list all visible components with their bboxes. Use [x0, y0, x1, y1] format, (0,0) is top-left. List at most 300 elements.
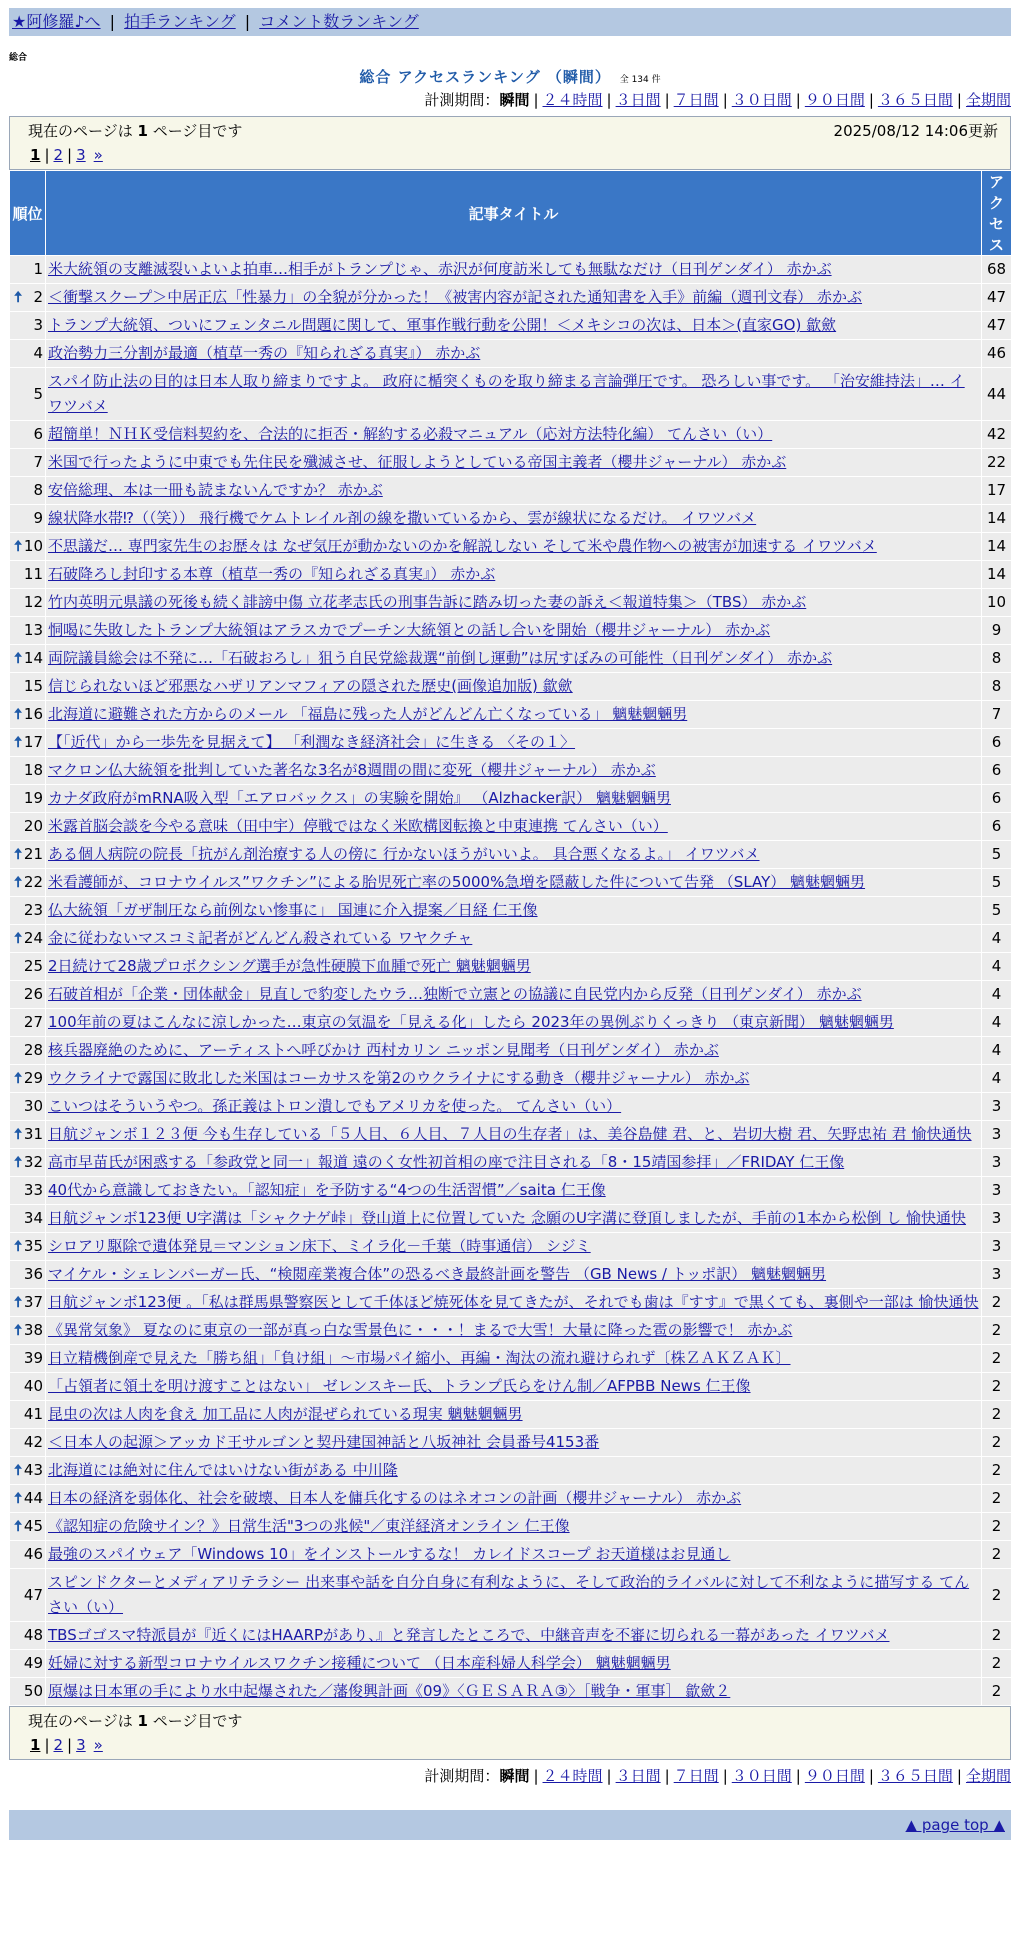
access-count: 3 [982, 1261, 1012, 1289]
article-title-link[interactable]: 2日続けて28歳プロボクシング選手が急性硬膜下血腫で死亡 魑魅魍魎男 [48, 957, 531, 975]
rank-number: 5 [33, 384, 43, 403]
rank-cell [10, 1457, 46, 1485]
access-count: 3 [982, 1177, 1012, 1205]
table-row [10, 477, 1012, 505]
rank-cell [10, 1345, 46, 1373]
access-count: 6 [982, 757, 1012, 785]
rank-cell [10, 1485, 46, 1513]
article-title-link[interactable]: ＜衝撃スクープ＞中居正広「性暴力」の全貌が分かった！《被害内容が記された通知書を入手》前編（週刊文春） 赤かぶ [48, 288, 863, 306]
rank-number: 42 [23, 1433, 43, 1451]
updated-timestamp: 2025/08/12 14:06更新 [833, 122, 998, 140]
period-option[interactable]: ３日間 [615, 91, 661, 109]
table-row [10, 1093, 1012, 1121]
rank-cell [10, 869, 46, 897]
rank-number: 47 [23, 1585, 43, 1604]
pager-page-link[interactable]: 2 [53, 146, 64, 164]
rank-number: 10 [23, 537, 43, 555]
article-title-link[interactable]: 竹内英明元県議の死後も続く誹謗中傷 立花孝志氏の刑事告訴に踏み切った妻の訴え＜報道特集＞（TBS） 赤かぶ [48, 593, 807, 611]
rank-number: 20 [23, 817, 43, 835]
title-cell [46, 1317, 982, 1345]
page-top-link[interactable]: ▲ page top ▲ [905, 1816, 1005, 1834]
page-info-box [9, 116, 1011, 170]
access-count: 4 [982, 1065, 1012, 1093]
article-title-link[interactable]: スパイ防止法の目的は日本人取り締まりですよ。 政府に楯突くものを取り締まる言論弾圧です。 恐ろしい事です。 「治安維持法」… イワツバメ [48, 372, 965, 415]
title-cell [46, 1121, 982, 1149]
period-current: 瞬間 [499, 91, 530, 109]
article-title-link[interactable]: 「占領者に領土を明け渡すことはない」 ゼレンスキー氏、トランプ氏らをけん制／AFPBB News 仁王像 [48, 1377, 751, 1395]
ranking-title: 総合 アクセスランキング （瞬間） [359, 68, 611, 86]
rank-number: 38 [23, 1321, 43, 1339]
table-row [10, 589, 1012, 617]
rank-cell [10, 533, 46, 561]
table-row [10, 1650, 1012, 1678]
rank-number: 18 [23, 761, 43, 779]
period-selector [9, 88, 1011, 112]
period-option[interactable]: 全期間 [965, 1767, 1011, 1785]
article-title-link[interactable]: 昆虫の次は人肉を食え 加工品に人肉が混ぜられている現実 魑魅魍魎男 [48, 1405, 523, 1423]
article-title-link[interactable]: 日立精機倒産で見えた「勝ち組」「負け組」～市場パイ縮小、再編・淘汰の流れ避けられず〔株ＺＡＫＺＡＫ〕 [48, 1349, 791, 1367]
rank-cell [10, 1650, 46, 1678]
access-count: 5 [982, 841, 1012, 869]
title-cell [46, 841, 982, 869]
rank-number: 49 [23, 1654, 43, 1672]
table-row [10, 533, 1012, 561]
article-title-link[interactable]: 北海道に避難された方からのメール 「福島に残った人がどんどん亡くなっている」 魑魅魍魎男 [48, 705, 688, 723]
article-title-link[interactable]: 日航ジャンボ123便 U字溝は「シャクナゲ峠」登山道上に位置していた 念願のU字溝に登頂しましたが、手前の1本から松倒 し 愉快通快 [48, 1209, 967, 1227]
access-count: 2 [982, 1401, 1012, 1429]
clap-ranking-link[interactable]: 拍手ランキング [124, 12, 236, 31]
table-row [10, 981, 1012, 1009]
col-title-header: 記事タイトル [46, 171, 982, 256]
article-title-link[interactable]: 不思議だ… 専門家先生のお歴々は なぜ気圧が動かないのかを解説しない そして米や農作物への被害が加速する イワツバメ [48, 537, 877, 555]
pager-page-link[interactable]: 3 [76, 146, 86, 164]
period-option[interactable]: ３日間 [615, 1767, 661, 1785]
rank-cell [10, 477, 46, 505]
table-row [10, 1009, 1012, 1037]
table-row [10, 841, 1012, 869]
table-row [10, 1205, 1012, 1233]
title-cell [46, 897, 982, 925]
rank-cell [10, 785, 46, 813]
rank-up-arrow-icon: 🠅 [14, 288, 23, 306]
table-row [10, 757, 1012, 785]
table-row [10, 673, 1012, 701]
access-count: 47 [982, 284, 1012, 312]
article-title-link[interactable]: 最強のスパイウェア「Windows 10」をインストールするな！ カレイドスコープ お天道様はお見通し [48, 1545, 731, 1563]
pager-separator: | [67, 146, 73, 164]
rank-number: 33 [23, 1181, 43, 1199]
article-title-link[interactable]: 《異常気象》 夏なのに東京の一部が真っ白な雪景色に・・・！まるで大雪！大量に降った雹の影響で！ 赤かぶ [48, 1321, 793, 1339]
access-count: 3 [982, 1093, 1012, 1121]
article-title-link[interactable]: 信じられないほど邪悪なハザリアンマフィアの隠された歴史(画像追加版) 歙歛 [48, 677, 573, 695]
rank-number: 6 [33, 425, 43, 443]
table-row [10, 561, 1012, 589]
period-separator: | [533, 91, 539, 109]
table-row [10, 1261, 1012, 1289]
title-cell [46, 1009, 982, 1037]
table-row [10, 1429, 1012, 1457]
access-count: 2 [982, 1622, 1012, 1650]
table-row [10, 1233, 1012, 1261]
article-title-link[interactable]: トランプ大統領、ついにフェンタニル問題に関して、軍事作戦行動を公開！＜メキシコの次は、日本＞(直家GO) 歙歛 [48, 316, 837, 334]
comment-ranking-link[interactable]: コメント数ランキング [259, 12, 419, 31]
rank-cell [10, 617, 46, 645]
period-separator: | [868, 1767, 874, 1785]
article-title-link[interactable]: 米看護師が、コロナウイルス”ワクチン”による胎児死亡率の5000%急増を隠蔽した件について告発 （SLAY） 魑魅魍魎男 [48, 873, 866, 891]
access-count: 3 [982, 1121, 1012, 1149]
article-title-link[interactable]: 北海道には絶対に住んではいけない街がある 中川隆 [48, 1461, 398, 1479]
rank-number: 31 [23, 1125, 43, 1143]
article-title-link[interactable]: 超簡単！ＮＨＫ受信料契約を、合法的に拒否・解約する必殺マニュアル（応対方法特化編） てんさい（い） [48, 425, 773, 443]
rank-number: 12 [23, 593, 43, 611]
access-count: 5 [982, 897, 1012, 925]
access-count: 2 [982, 1345, 1012, 1373]
period-option[interactable]: ３６５日間 [877, 91, 953, 109]
pager-separator: | [44, 1736, 50, 1754]
article-title-link[interactable]: 米大統領の支離滅裂いよいよ拍車…相手がトランプじゃ、赤沢が何度訪米しても無駄なだけ（日刊ゲンダイ） 赤かぶ [48, 260, 832, 278]
title-cell [46, 813, 982, 841]
article-title-link[interactable]: 核兵器廃絶のために、アーティストへ呼びかけ 西村カリン ニッポン見聞考（日刊ゲンダイ） 赤かぶ [48, 1041, 719, 1059]
rank-up-arrow-icon: 🠅 [14, 705, 23, 723]
title-cell [46, 1345, 982, 1373]
title-cell [46, 1065, 982, 1093]
article-title-link[interactable]: 原爆は日本軍の手により水中起爆された／藩俊興計画《09》〈ＧＥＳＡＲＡ③〉［戦争・軍事］ 歙歛２ [48, 1682, 731, 1700]
period-option[interactable]: ９０日間 [804, 1767, 865, 1785]
title-cell [46, 1485, 982, 1513]
rank-up-arrow-icon: 🠅 [14, 1069, 23, 1087]
title-cell [46, 1650, 982, 1678]
title-cell [46, 1678, 982, 1706]
rank-cell [10, 1233, 46, 1261]
period-label: 計測期間： [424, 1767, 500, 1785]
home-link[interactable]: ★阿修羅♪へ [12, 12, 101, 31]
period-option[interactable]: ２４時間 [542, 91, 603, 109]
rank-number: 13 [23, 621, 43, 639]
rank-cell [10, 284, 46, 312]
rank-number: 23 [23, 901, 43, 919]
article-title-link[interactable]: 両院議員総会は不発に…「石破おろし」狙う自民党総裁選“前倒し運動”は尻すぼみの可能性（日刊ゲンダイ） 赤かぶ [48, 649, 833, 667]
access-count: 17 [982, 477, 1012, 505]
title-cell [46, 729, 982, 757]
rank-cell [10, 1317, 46, 1345]
title-cell [46, 449, 982, 477]
article-title-link[interactable]: ＜日本人の起源＞アッカド王サルゴンと契丹建国神話と八坂神社 会員番号4153番 [48, 1433, 600, 1451]
access-count: 6 [982, 729, 1012, 757]
rank-cell [10, 1065, 46, 1093]
rank-up-arrow-icon: 🠅 [14, 733, 23, 751]
rank-cell [10, 1622, 46, 1650]
access-count: 14 [982, 505, 1012, 533]
rank-number: 15 [23, 677, 43, 695]
title-cell [46, 673, 982, 701]
title-cell [46, 1373, 982, 1401]
period-label: 計測期間： [424, 91, 500, 109]
access-count: 4 [982, 953, 1012, 981]
pager-next-link[interactable]: » [93, 146, 103, 164]
rank-up-arrow-icon: 🠅 [14, 649, 23, 667]
access-count: 6 [982, 813, 1012, 841]
title-cell [46, 312, 982, 340]
rank-number: 32 [23, 1153, 43, 1171]
rank-number: 37 [23, 1293, 43, 1311]
table-row [10, 284, 1012, 312]
title-cell [46, 617, 982, 645]
table-row [10, 312, 1012, 340]
article-title-link[interactable]: 日航ジャンボ１２３便 今も生存している「５人目、６人目、７人目の生存者」は、美谷島健 君、と、岩切大樹 君、矢野忠祐 君 愉快通快 [48, 1125, 972, 1143]
article-title-link[interactable]: 高市早苗氏が困惑する「参政党と同一」報道 遠のく女性初首相の座で注目される「8・15靖国参拝」／FRIDAY 仁王像 [48, 1153, 845, 1171]
period-option[interactable]: ７日間 [673, 1767, 719, 1785]
title-cell [46, 1093, 982, 1121]
title-cell [46, 505, 982, 533]
rank-number: 19 [23, 789, 43, 807]
rank-up-arrow-icon: 🠅 [14, 873, 23, 891]
table-row [10, 1622, 1012, 1650]
article-title-link[interactable]: 線状降水帯⁉（（笑）） 飛行機でケムトレイル剤の線を撒いているから、雲が線状になるだけ。 イワツバメ [48, 509, 757, 527]
rank-number: 8 [33, 481, 43, 499]
rank-number: 46 [23, 1545, 43, 1563]
title-cell [46, 1177, 982, 1205]
rank-cell [10, 701, 46, 729]
article-title-link[interactable]: 米国で行ったように中東でも先住民を殲滅させ、征服しようとしている帝国主義者（櫻井ジャーナル） 赤かぶ [48, 453, 787, 471]
article-title-link[interactable]: 40代から意識しておきたい。「認知症」を予防する“4つの生活習慣”／saita 仁王像 [48, 1181, 606, 1199]
access-count: 2 [982, 1289, 1012, 1317]
article-title-link[interactable]: 妊婦に対する新型コロナウイルスワクチン接種について （日本産科婦人科学会） 魑魅魍魎男 [48, 1654, 671, 1672]
access-count: 4 [982, 925, 1012, 953]
title-cell [46, 340, 982, 368]
col-access-header: アクセス [982, 171, 1012, 256]
table-row [10, 645, 1012, 673]
rank-cell [10, 421, 46, 449]
access-count: 2 [982, 1457, 1012, 1485]
period-option[interactable]: ９０日間 [804, 91, 865, 109]
rank-cell [10, 256, 46, 284]
rank-up-arrow-icon: 🠅 [14, 1125, 23, 1143]
rank-number: 4 [33, 344, 43, 362]
rank-number: 3 [33, 316, 43, 334]
rank-cell [10, 312, 46, 340]
table-row [10, 505, 1012, 533]
title-cell [46, 561, 982, 589]
article-title-link[interactable]: 【「近代」から一歩先を見据えて】 「利潤なき経済社会」に生きる 〈その１〉 [48, 733, 576, 751]
access-count: 4 [982, 1009, 1012, 1037]
access-count: 2 [982, 1317, 1012, 1345]
title-cell [46, 421, 982, 449]
table-row [10, 1121, 1012, 1149]
period-separator: | [795, 91, 801, 109]
access-count: 3 [982, 1205, 1012, 1233]
access-count: 3 [982, 1149, 1012, 1177]
access-count: 2 [982, 1650, 1012, 1678]
period-option[interactable]: ３０日間 [731, 91, 792, 109]
pager-next-link[interactable]: » [93, 1736, 103, 1754]
access-count: 8 [982, 645, 1012, 673]
rank-cell [10, 841, 46, 869]
rank-cell [10, 981, 46, 1009]
ranking-table [9, 170, 1012, 1706]
rank-cell [10, 1121, 46, 1149]
nav-separator: | [109, 12, 116, 31]
rank-number: 11 [23, 565, 43, 583]
access-count: 4 [982, 981, 1012, 1009]
access-count: 2 [982, 1513, 1012, 1541]
rank-number: 2 [33, 288, 43, 306]
period-separator: | [868, 91, 874, 109]
table-row [10, 1678, 1012, 1706]
period-current: 瞬間 [499, 1767, 530, 1785]
rank-number: 40 [23, 1377, 43, 1395]
title-cell [46, 1429, 982, 1457]
access-count: 5 [982, 869, 1012, 897]
rank-up-arrow-icon: 🠅 [14, 1293, 23, 1311]
access-count: 2 [982, 1429, 1012, 1457]
rank-number: 22 [23, 873, 43, 891]
period-option[interactable]: ２４時間 [542, 1767, 603, 1785]
article-title-link[interactable]: 恫喝に失敗したトランプ大統領はアラスカでプーチン大統領との話し合いを開始（櫻井ジャーナル） 赤かぶ [48, 621, 771, 639]
period-selector [9, 1764, 1011, 1788]
article-title-link[interactable]: マイケル・シェレンバーガー氏、“検閲産業複合体”の恐るべき最終計画を警告 （GB News / トッポ訳） 魑魅魍魎男 [48, 1265, 827, 1283]
table-row [10, 421, 1012, 449]
rank-number: 41 [23, 1405, 43, 1423]
rank-number: 16 [23, 705, 43, 723]
period-option[interactable]: 全期間 [965, 91, 1011, 109]
title-cell [46, 1233, 982, 1261]
title-cell [46, 256, 982, 284]
access-count: 9 [982, 617, 1012, 645]
ranking-title-row [9, 66, 1011, 88]
rank-number: 28 [23, 1041, 43, 1059]
article-title-link[interactable]: ウクライナで露国に敗北した米国はコーカサスを第2のウクライナにする動き（櫻井ジャーナル） 赤かぶ [48, 1069, 750, 1087]
article-title-link[interactable]: カナダ政府がmRNA吸入型「エアロバックス」の実験を開始』 （Alzhacker訳） 魑魅魍魎男 [48, 789, 671, 807]
article-title-link[interactable]: 《認知症の危険サイン？》日常生活"3つの兆候"／東洋経済オンライン 仁王像 [48, 1517, 570, 1535]
access-count: 3 [982, 1233, 1012, 1261]
table-row [10, 1317, 1012, 1345]
pager-page-link[interactable]: 2 [53, 1736, 64, 1754]
pager-separator: | [44, 146, 50, 164]
rank-cell [10, 673, 46, 701]
title-cell [46, 953, 982, 981]
current-page-text: 現在のページは 1 ページ目です [28, 1712, 243, 1730]
rank-number: 30 [23, 1097, 43, 1115]
table-row [10, 953, 1012, 981]
article-title-link[interactable]: 政治勢力三分割が最適（植草一秀の『知られざる真実』） 赤かぶ [48, 344, 481, 362]
article-title-link[interactable]: 石破首相が「企業・団体献金」見直しで豹変したウラ…独断で立憲との協議に自民党内から反発（日刊ゲンダイ） 赤かぶ [48, 985, 862, 1003]
rank-cell [10, 368, 46, 421]
title-cell [46, 1541, 982, 1569]
table-row [10, 925, 1012, 953]
article-title-link[interactable]: 100年前の夏はこんなに涼しかった…東京の気温を「見える化」したら 2023年の異例ぶりくっきり （東京新聞） 魑魅魍魎男 [48, 1013, 894, 1031]
rank-number: 36 [23, 1265, 43, 1283]
access-count: 2 [982, 1569, 1012, 1622]
table-row [10, 1373, 1012, 1401]
rank-cell [10, 1678, 46, 1706]
article-title-link[interactable]: 日本の経済を弱体化、社会を破壊、日本人を傭兵化するのはネオコンの計画（櫻井ジャーナル） 赤かぶ [48, 1489, 742, 1507]
table-row [10, 1345, 1012, 1373]
article-title-link[interactable]: TBSゴゴスマ特派員が『近くにはHAARPがあり、』と発言したところで、中継音声を不審に切られる一幕があった イワツバメ [48, 1626, 890, 1644]
rank-cell [10, 1429, 46, 1457]
article-title-link[interactable]: スピンドクターとメディアリテラシー 出来事や話を自分自身に有利なように、そして政治的ライバルに対して不利なように描写する てんさい（い） [48, 1573, 970, 1616]
rank-up-arrow-icon: 🠅 [14, 1517, 23, 1535]
pager [28, 1733, 998, 1757]
article-title-link[interactable]: こいつはそういうやつ。孫正義はトロン潰しでもアメリカを使った。 てんさい（い） [48, 1097, 622, 1115]
article-title-link[interactable]: 安倍総理、本は一冊も読まないんですか？ 赤かぶ [48, 481, 383, 499]
rank-number: 50 [23, 1682, 43, 1700]
rank-cell [10, 1205, 46, 1233]
title-cell [46, 1205, 982, 1233]
period-option[interactable]: ７日間 [673, 91, 719, 109]
title-cell [46, 1513, 982, 1541]
article-title-link[interactable]: シロアリ駆除で遺体発見＝マンション床下、ミイラ化－千葉（時事通信） シジミ [48, 1237, 591, 1255]
access-count: 2 [982, 1485, 1012, 1513]
table-row [10, 1401, 1012, 1429]
access-count: 2 [982, 1373, 1012, 1401]
rank-cell [10, 561, 46, 589]
title-cell [46, 477, 982, 505]
rank-cell [10, 505, 46, 533]
rank-cell [10, 1037, 46, 1065]
rank-up-arrow-icon: 🠅 [14, 929, 23, 947]
article-title-link[interactable]: 日航ジャンボ123便 。「私は群馬県警察医として千体ほど焼死体を見てきたが、それでも歯は『すす』で黒くても、裏側や一部は 愉快通快 [48, 1293, 979, 1311]
rank-number: 39 [23, 1349, 43, 1367]
pager-current: 1 [30, 1736, 41, 1754]
title-cell [46, 1569, 982, 1622]
access-count: 22 [982, 449, 1012, 477]
rank-cell [10, 1289, 46, 1317]
access-count: 7 [982, 701, 1012, 729]
title-cell [46, 1289, 982, 1317]
rank-cell [10, 589, 46, 617]
title-cell [46, 981, 982, 1009]
article-title-link[interactable]: ある個人病院の院長「抗がん剤治療する人の傍に 行かないほうがいいよ。 具合悪くなるよ。」 イワツバメ [48, 845, 760, 863]
title-cell [46, 368, 982, 421]
rank-number: 44 [23, 1489, 43, 1507]
article-title-link[interactable]: 米露首脳会談を今やる意味（田中宇）停戦ではなく米欧構図転換と中東連携 てんさい（い） [48, 817, 668, 835]
period-separator: | [664, 91, 670, 109]
table-row [10, 1569, 1012, 1622]
rank-up-arrow-icon: 🠅 [14, 1321, 23, 1339]
article-title-link[interactable]: 石破降ろし封印する本尊（植草一秀の『知られざる真実』） 赤かぶ [48, 565, 496, 583]
period-option[interactable]: ３６５日間 [877, 1767, 953, 1785]
period-option[interactable]: ３０日間 [731, 1767, 792, 1785]
access-count: 2 [982, 1541, 1012, 1569]
access-count: 44 [982, 368, 1012, 421]
access-count: 4 [982, 1037, 1012, 1065]
rank-number: 9 [33, 509, 43, 527]
rank-cell [10, 729, 46, 757]
rank-cell [10, 1373, 46, 1401]
table-row [10, 1541, 1012, 1569]
table-row [10, 368, 1012, 421]
article-title-link[interactable]: マクロン仏大統領を批判していた著名な3名が8週間の間に変死（櫻井ジャーナル） 赤かぶ [48, 761, 656, 779]
pager [28, 143, 998, 167]
footer-bar [9, 1810, 1011, 1840]
rank-number: 14 [23, 649, 43, 667]
rank-up-arrow-icon: 🠅 [14, 1153, 23, 1171]
article-title-link[interactable]: 金に従わないマスコミ記者がどんどん殺されている ワヤクチャ [48, 929, 473, 947]
period-separator: | [722, 91, 728, 109]
rank-up-arrow-icon: 🠅 [14, 1489, 23, 1507]
table-row [10, 1065, 1012, 1093]
rank-number: 48 [23, 1626, 43, 1644]
title-cell [46, 533, 982, 561]
table-row [10, 1289, 1012, 1317]
title-cell [46, 925, 982, 953]
pager-page-link[interactable]: 3 [76, 1736, 86, 1754]
period-separator: | [722, 1767, 728, 1785]
rank-number: 27 [23, 1013, 43, 1031]
article-title-link[interactable]: 仏大統領「ガザ制圧なら前例ない惨事に」 国連に介入提案／日経 仁王像 [48, 901, 538, 919]
period-separator: | [664, 1767, 670, 1785]
rank-cell [10, 813, 46, 841]
